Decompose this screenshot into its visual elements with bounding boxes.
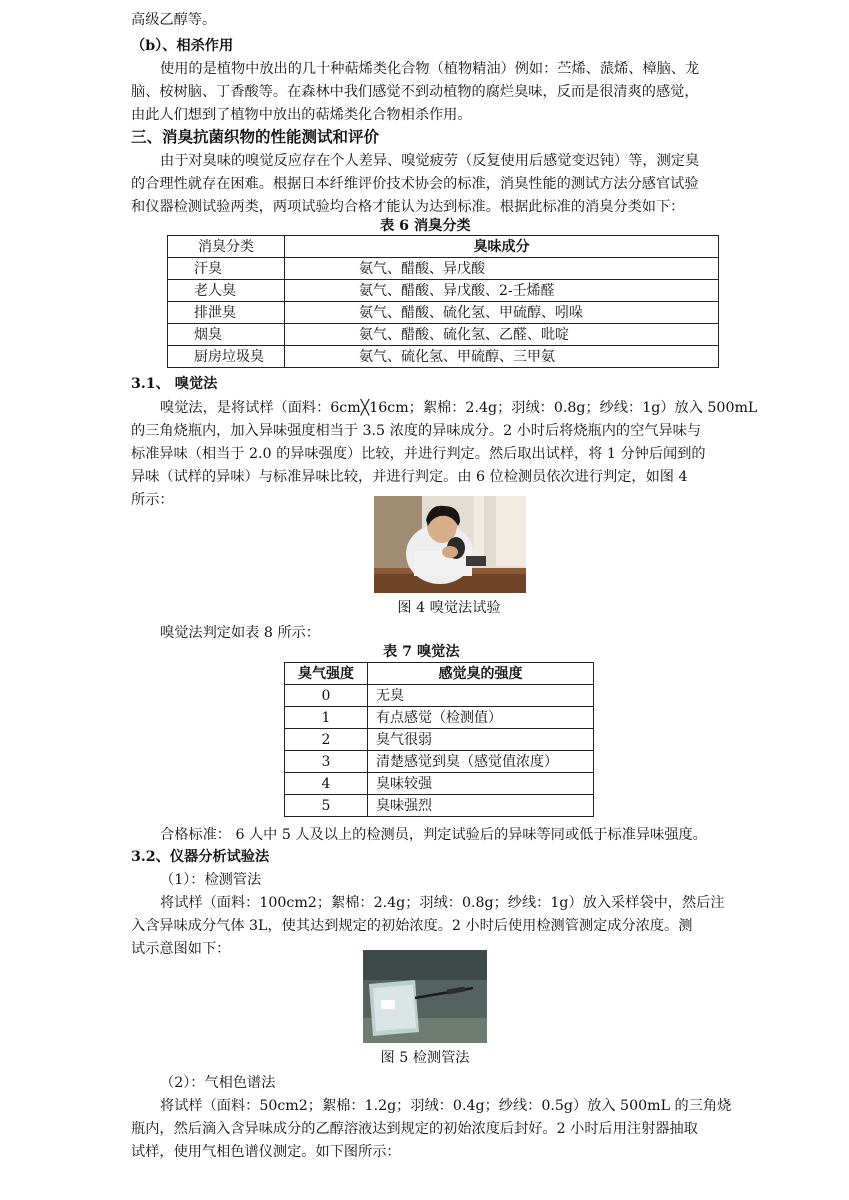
table-cell: 氨气、醋酸、异戊酸、2-壬烯醛 bbox=[285, 280, 719, 302]
section-b-title: （b）、相杀作用 bbox=[131, 38, 234, 54]
paragraph-line: 高级乙醇等。 bbox=[131, 12, 217, 28]
figure-5-photo bbox=[363, 950, 487, 1043]
table-cell: 1 bbox=[285, 707, 368, 729]
figure-4-photo bbox=[374, 496, 526, 593]
table-cell: 3 bbox=[285, 751, 368, 773]
table-cell: 氨气、醋酸、硫化氢、乙醛、吡啶 bbox=[285, 324, 719, 346]
figure-5-caption: 图 5 检测管法 bbox=[380, 1050, 470, 1066]
paragraph-line: 由于对臭味的嗅觉反应存在个人差异、嗅觉疲劳（反复使用后感觉变迟钝）等，测定臭 bbox=[160, 153, 700, 169]
detector-tube-photo-icon bbox=[363, 950, 487, 1043]
table-cell: 老人臭 bbox=[168, 280, 285, 302]
paragraph-line: 由此人们想到了植物中放出的萜烯类化合物相杀作用。 bbox=[131, 107, 472, 123]
subsection-title: （1）：检测管法 bbox=[160, 872, 262, 888]
table-7-caption: 表 7 嗅觉法 bbox=[383, 644, 460, 660]
section-3-1-title: 3.1、 嗅觉法 bbox=[131, 376, 218, 392]
paragraph-line: 瓶内，然后滴入含异味成分的乙醇溶液达到规定的初始浓度后封好。2 小时后用注射器抽取 bbox=[131, 1121, 698, 1137]
table-row bbox=[285, 795, 594, 817]
table-6-caption: 表 6 消臭分类 bbox=[380, 218, 471, 234]
table-cell: 臭气很弱 bbox=[368, 729, 594, 751]
section-3-2-title: 3.2、仪器分析试验法 bbox=[131, 849, 270, 865]
table-header-row bbox=[285, 663, 594, 685]
table-cell: 4 bbox=[285, 773, 368, 795]
table-header-row bbox=[168, 236, 719, 258]
paragraph-line: 将试样（面料：50cm2；絮棉：1.2g；羽绒：0.4g；纱线：0.5g）放入 500mL 的三角烧 bbox=[160, 1098, 732, 1114]
paragraph-line: 入含异味成分气体 3L，使其达到规定的初始浓度。2 小时后使用检测管测定成分浓度。测 bbox=[131, 918, 693, 934]
table-header-cell: 感觉臭的强度 bbox=[368, 663, 594, 685]
table-row bbox=[168, 258, 719, 280]
paragraph-line: 嗅觉法判定如表 8 所示： bbox=[160, 625, 320, 641]
table-cell: 臭味强烈 bbox=[368, 795, 594, 817]
table-row bbox=[285, 773, 594, 795]
table-cell: 有点感觉（检测值） bbox=[368, 707, 594, 729]
paragraph-line: 嗅觉法，是将试样（面料：6cm╳16cm；絮棉：2.4g；羽绒：0.8g；纱线：1g）放入 500mL bbox=[160, 400, 758, 416]
table-row bbox=[168, 346, 719, 368]
table-row bbox=[168, 302, 719, 324]
paragraph-line: 标准异味（相当于 2.0 的异味强度）比较，并进行判定。然后取出试样，将 1 分钟后闻到的 bbox=[131, 446, 706, 462]
table-cell: 汗臭 bbox=[168, 258, 285, 280]
paragraph-line: 的三角烧瓶内，加入异味强度相当于 3.5 浓度的异味成分。2 小时后将烧瓶内的空气异味与 bbox=[131, 423, 702, 439]
table-cell: 5 bbox=[285, 795, 368, 817]
table-cell: 清楚感觉到臭（感觉值浓度） bbox=[368, 751, 594, 773]
table-cell: 厨房垃圾臭 bbox=[168, 346, 285, 368]
table-cell: 0 bbox=[285, 685, 368, 707]
table-row bbox=[285, 707, 594, 729]
table-header-cell: 臭气强度 bbox=[285, 663, 368, 685]
paragraph-line: 将试样（面料：100cm2；絮棉：2.4g；羽绒：0.8g；纱线：1g）放入采样袋中，然后注 bbox=[160, 895, 725, 911]
table-cell: 2 bbox=[285, 729, 368, 751]
paragraph-line: 所示： bbox=[131, 492, 174, 508]
table-row bbox=[168, 280, 719, 302]
paragraph-line: 使用的是植物中放出的几十种萜烯类化合物（植物精油）例如：苎烯、蒎烯、樟脑、龙 bbox=[160, 61, 700, 77]
table-header-cell: 消臭分类 bbox=[168, 236, 285, 258]
paragraph-line: 和仪器检测试验两类，两项试验均合格才能认为达到标准。根据此标准的消臭分类如下： bbox=[131, 199, 685, 215]
figure-4-caption: 图 4 嗅觉法试验 bbox=[397, 600, 501, 616]
table-row bbox=[168, 324, 719, 346]
paragraph-line: 试样，使用气相色谱仪测定。如下图所示： bbox=[131, 1144, 401, 1160]
pass-standard: 合格标准： 6 人中 5 人及以上的检测员，判定试验后的异味等同或低于标准异味强度。 bbox=[160, 827, 707, 843]
table-cell: 臭味较强 bbox=[368, 773, 594, 795]
table-cell: 氨气、醋酸、异戊酸 bbox=[285, 258, 719, 280]
table-7 bbox=[284, 662, 594, 817]
table-cell: 氨气、醋酸、硫化氢、甲硫醇、吲哚 bbox=[285, 302, 719, 324]
paragraph-line: 的合理性就存在困难。根据日本纤维评价技术协会的标准，消臭性能的测试方法分感官试验 bbox=[131, 176, 699, 192]
paragraph-line: 试示意图如下： bbox=[131, 941, 231, 957]
paragraph-line: 脑、桉树脑、丁香酸等。在森林中我们感觉不到动植物的腐烂臭味，反而是很清爽的感觉， bbox=[131, 84, 699, 100]
table-row bbox=[285, 729, 594, 751]
table-6 bbox=[167, 235, 719, 368]
subsection-title: （2）：气相色谱法 bbox=[160, 1075, 276, 1091]
table-cell: 烟臭 bbox=[168, 324, 285, 346]
table-cell: 氨气、硫化氢、甲硫醇、三甲氨 bbox=[285, 346, 719, 368]
smell-test-photo-icon bbox=[374, 496, 526, 593]
table-header-cell: 臭味成分 bbox=[285, 236, 719, 258]
table-row bbox=[285, 685, 594, 707]
section-3-title: 三、消臭抗菌织物的性能测试和评价 bbox=[131, 127, 380, 146]
table-cell: 无臭 bbox=[368, 685, 594, 707]
table-cell: 排泄臭 bbox=[168, 302, 285, 324]
table-row bbox=[285, 751, 594, 773]
paragraph-line: 异味（试样的异味）与标准异味比较，并进行判定。由 6 位检测员依次进行判定，如图 4 bbox=[131, 469, 688, 485]
